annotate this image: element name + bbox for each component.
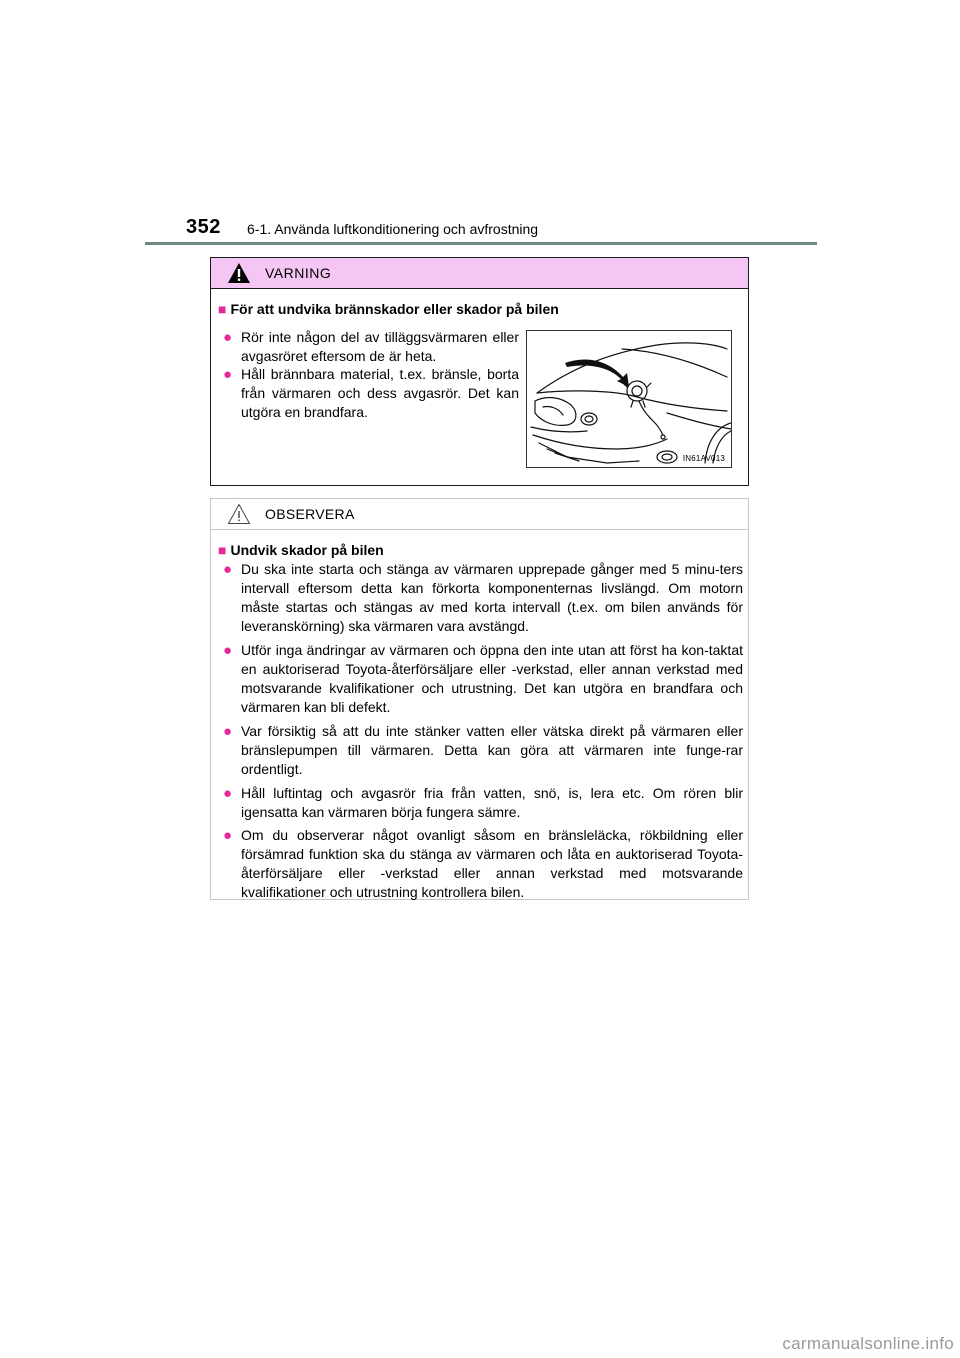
- bullet-icon: ●: [223, 561, 233, 578]
- warning-box: [210, 257, 749, 486]
- notice-item: [223, 784, 743, 822]
- notice-item: [223, 826, 743, 902]
- notice-item-text: Du ska inte starta och stänga av värmaren upprepade gånger med 5 minu-ters intervall eftersom detta kan förkorta komponenternas livslängd. Om motorn måste startas och stängas av med korta intervall (t.ex. om bilen används för leveranskörning) ska värmaren vara avstängd.: [241, 561, 743, 634]
- bullet-icon: ●: [223, 366, 233, 383]
- notice-item-text: Om du observerar något ovanligt såsom en bränsleläcka, rökbildning eller försämrad funktion ska du stänga av värmaren och låta en auktoriserad Toyota-återförsäljare eller -verkstad eller annan verkstad med motsvarande kvalifikationer och utrustning kontrollera bilen.: [241, 827, 743, 900]
- header-rule: [145, 242, 817, 245]
- notice-item-text: Utför inga ändringar av värmaren och öppna den inte utan att först ha kon-taktat en auktoriserad Toyota-återförsäljare eller -verkstad, eller annan verkstad med motsvarande kvalifikationer och utrustning. Det kan utgöra en brandfara och värmaren kan bli defekt.: [241, 642, 743, 715]
- warning-triangle-icon: [227, 262, 251, 284]
- car-heater-illustration: [526, 330, 732, 468]
- notice-item: [223, 641, 743, 717]
- notice-item: [223, 722, 743, 779]
- bullet-icon: ●: [223, 329, 233, 346]
- square-bullet-icon: ■: [218, 542, 227, 558]
- warning-label: VARNING: [265, 265, 332, 281]
- warning-header: [211, 258, 748, 289]
- warning-item: [223, 328, 519, 366]
- notice-label: OBSERVERA: [265, 506, 355, 522]
- bullet-icon: ●: [223, 785, 233, 802]
- notice-heading: [218, 542, 384, 558]
- warning-heading: [218, 301, 559, 317]
- bullet-icon: ●: [223, 723, 233, 740]
- notice-heading-text: Undvik skador på bilen: [230, 542, 384, 558]
- caution-triangle-icon: [227, 503, 251, 525]
- notice-item: [223, 560, 743, 636]
- warning-heading-text: För att undvika brännskador eller skador på bilen: [230, 301, 559, 317]
- warning-item-text: Rör inte någon del av tilläggsvärmaren eller avgasröret eftersom de är heta.: [241, 329, 519, 364]
- car-front-drawing: [527, 331, 731, 467]
- bullet-icon: ●: [223, 642, 233, 659]
- notice-header: [211, 499, 748, 530]
- notice-item-text: Var försiktig så att du inte stänker vatten eller vätska direkt på värmaren eller bränslepumpen till värmaren. Detta kan göra att värmaren inte funge-rar ordentligt.: [241, 723, 743, 777]
- chapter-title: 6-1. Använda luftkonditionering och avfrostning: [247, 221, 539, 237]
- notice-box: [210, 498, 749, 900]
- page-number: 352: [186, 216, 221, 238]
- bullet-icon: ●: [223, 827, 233, 844]
- footer-watermark: carmanualsonline.info: [782, 1334, 954, 1353]
- notice-item-text: Håll luftintag och avgasrör fria från vatten, snö, is, lera etc. Om rören blir igensatta kan värmaren börja fungera sämre.: [241, 785, 743, 820]
- warning-item: [223, 365, 519, 422]
- illustration-code: IN61AV013: [682, 454, 725, 463]
- warning-item-text: Håll brännbara material, t.ex. bränsle, borta från värmaren och dess avgasrör. Det kan utgöra en brandfara.: [241, 366, 519, 420]
- square-bullet-icon: ■: [218, 301, 227, 317]
